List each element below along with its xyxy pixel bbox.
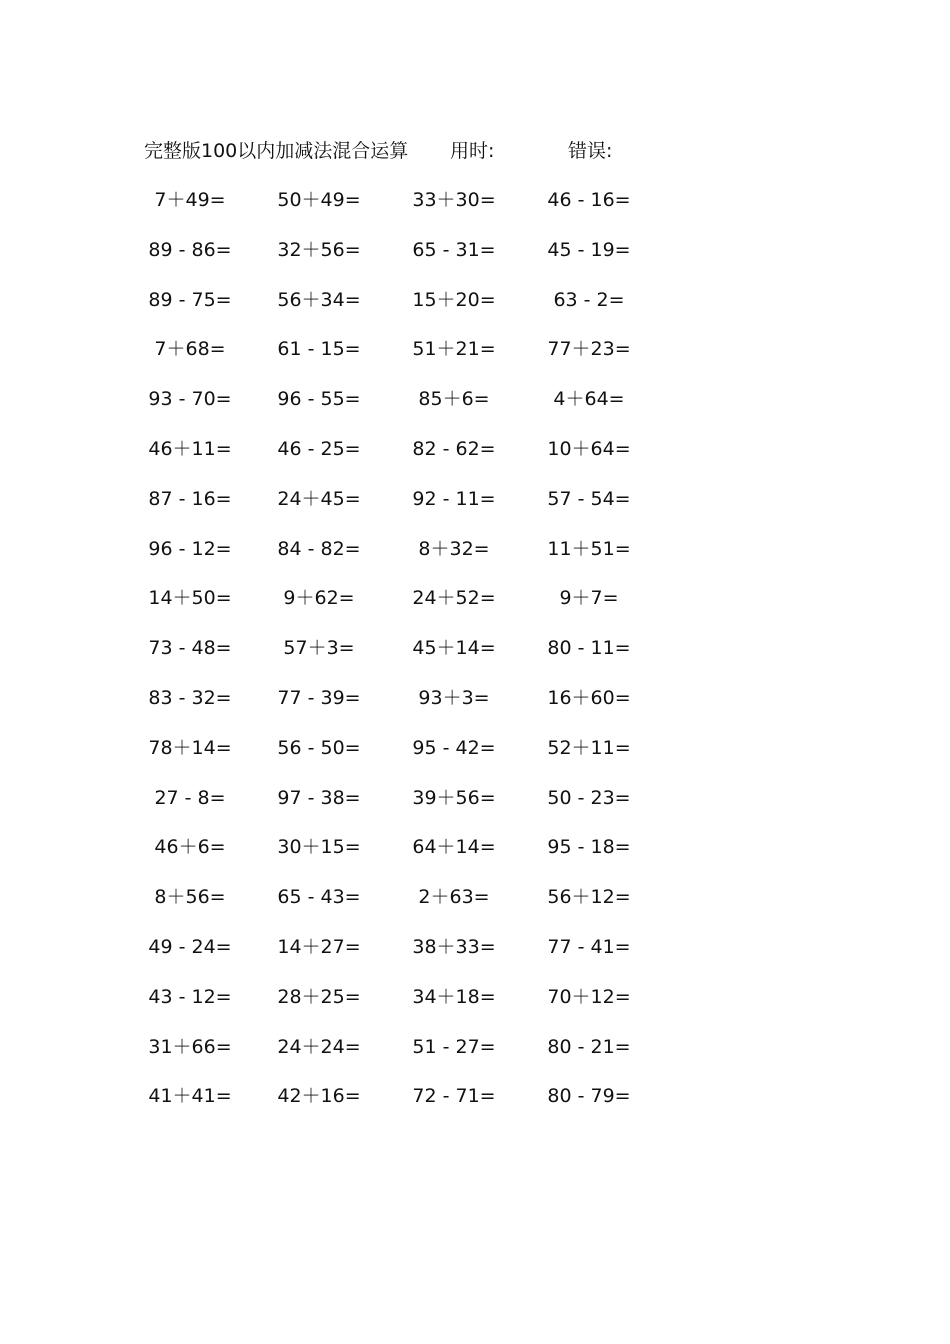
problem-row [0, 633, 950, 683]
math-problem: 14＋50= [148, 587, 232, 610]
math-problem: 39＋56= [412, 786, 496, 809]
math-problem: 38＋33= [412, 935, 496, 958]
math-problem: 56＋12= [547, 886, 631, 909]
math-problem: 56 - 50= [277, 736, 361, 759]
problem-row [0, 484, 950, 534]
math-problem: 89 - 86= [148, 238, 232, 261]
math-problem: 45＋14= [412, 637, 496, 660]
problem-row [0, 1081, 950, 1131]
math-problem: 83 - 32= [148, 686, 232, 709]
math-problem: 93 - 70= [148, 388, 232, 411]
math-problem: 46＋11= [148, 437, 232, 460]
math-problem: 8＋32= [418, 537, 490, 560]
problem-row [0, 1032, 950, 1082]
math-problem: 64＋14= [412, 836, 496, 859]
math-problem: 50＋49= [277, 189, 361, 211]
problem-row [0, 932, 950, 982]
math-problem: 51 - 27= [412, 1035, 496, 1058]
time-used-label: 用时: [450, 140, 495, 162]
math-problem: 46 - 16= [547, 189, 631, 211]
math-problem: 9＋62= [283, 587, 355, 610]
math-problem: 85＋6= [418, 388, 490, 411]
math-problem: 82 - 62= [412, 437, 496, 460]
math-problem: 65 - 43= [277, 886, 361, 909]
math-problem: 16＋60= [547, 686, 631, 709]
math-problem: 95 - 42= [412, 736, 496, 759]
problem-row [0, 733, 950, 783]
math-problem: 52＋11= [547, 736, 631, 759]
problem-row [0, 235, 950, 285]
math-problem: 24＋52= [412, 587, 496, 610]
math-problem: 34＋18= [412, 985, 496, 1008]
math-problem: 43 - 12= [148, 985, 232, 1008]
math-problem: 77 - 39= [277, 686, 361, 709]
math-problem: 41＋41= [148, 1085, 232, 1108]
problem-grid [0, 185, 950, 1131]
math-problem: 80 - 79= [547, 1085, 631, 1108]
math-problem: 80 - 21= [547, 1035, 631, 1058]
math-problem: 96 - 55= [277, 388, 361, 411]
math-problem: 14＋27= [277, 935, 361, 958]
math-problem: 11＋51= [547, 537, 631, 560]
math-problem: 70＋12= [547, 985, 631, 1008]
math-problem: 33＋30= [412, 189, 496, 211]
math-problem: 24＋45= [277, 487, 361, 510]
problem-row [0, 384, 950, 434]
math-problem: 42＋16= [277, 1085, 361, 1108]
problem-row [0, 583, 950, 633]
problem-row [0, 534, 950, 584]
math-problem: 32＋56= [277, 238, 361, 261]
problem-row [0, 285, 950, 335]
math-problem: 50 - 23= [547, 786, 631, 809]
math-problem: 56＋34= [277, 288, 361, 311]
math-problem: 61 - 15= [277, 338, 361, 361]
math-problem: 15＋20= [412, 288, 496, 311]
math-problem: 24＋24= [277, 1035, 361, 1058]
math-problem: 2＋63= [418, 886, 490, 909]
problem-row [0, 832, 950, 882]
math-problem: 93＋3= [418, 686, 490, 709]
math-problem: 77 - 41= [547, 935, 631, 958]
math-problem: 31＋66= [148, 1035, 232, 1058]
math-problem: 84 - 82= [277, 537, 361, 560]
math-problem: 97 - 38= [277, 786, 361, 809]
math-problem: 92 - 11= [412, 487, 496, 510]
math-problem: 10＋64= [547, 437, 631, 460]
error-count-label: 错误: [568, 140, 613, 162]
problem-row [0, 185, 950, 235]
problem-row [0, 783, 950, 833]
math-problem: 27 - 8= [154, 786, 226, 809]
worksheet-header [0, 137, 950, 165]
math-problem: 4＋64= [553, 388, 625, 411]
math-problem: 8＋56= [154, 886, 226, 909]
problem-row [0, 434, 950, 484]
problem-row [0, 683, 950, 733]
math-problem: 80 - 11= [547, 637, 631, 660]
problem-row [0, 982, 950, 1032]
problem-row [0, 334, 950, 384]
math-problem: 7＋49= [154, 189, 226, 211]
math-problem: 57 - 54= [547, 487, 631, 510]
worksheet-title: 完整版100以内加减法混合运算 [144, 140, 409, 162]
math-problem: 45 - 19= [547, 238, 631, 261]
math-problem: 65 - 31= [412, 238, 496, 261]
problem-row [0, 882, 950, 932]
math-problem: 30＋15= [277, 836, 361, 859]
math-problem: 78＋14= [148, 736, 232, 759]
math-problem: 7＋68= [154, 338, 226, 361]
math-problem: 77＋23= [547, 338, 631, 361]
math-problem: 89 - 75= [148, 288, 232, 311]
math-problem: 9＋7= [559, 587, 619, 610]
math-problem: 46 - 25= [277, 437, 361, 460]
math-problem: 96 - 12= [148, 537, 232, 560]
math-problem: 57＋3= [283, 637, 355, 660]
math-problem: 46＋6= [154, 836, 226, 859]
math-problem: 49 - 24= [148, 935, 232, 958]
math-problem: 28＋25= [277, 985, 361, 1008]
math-problem: 72 - 71= [412, 1085, 496, 1108]
math-problem: 87 - 16= [148, 487, 232, 510]
math-problem: 63 - 2= [553, 288, 625, 311]
math-problem: 51＋21= [412, 338, 496, 361]
math-problem: 95 - 18= [547, 836, 631, 859]
math-problem: 73 - 48= [148, 637, 232, 660]
